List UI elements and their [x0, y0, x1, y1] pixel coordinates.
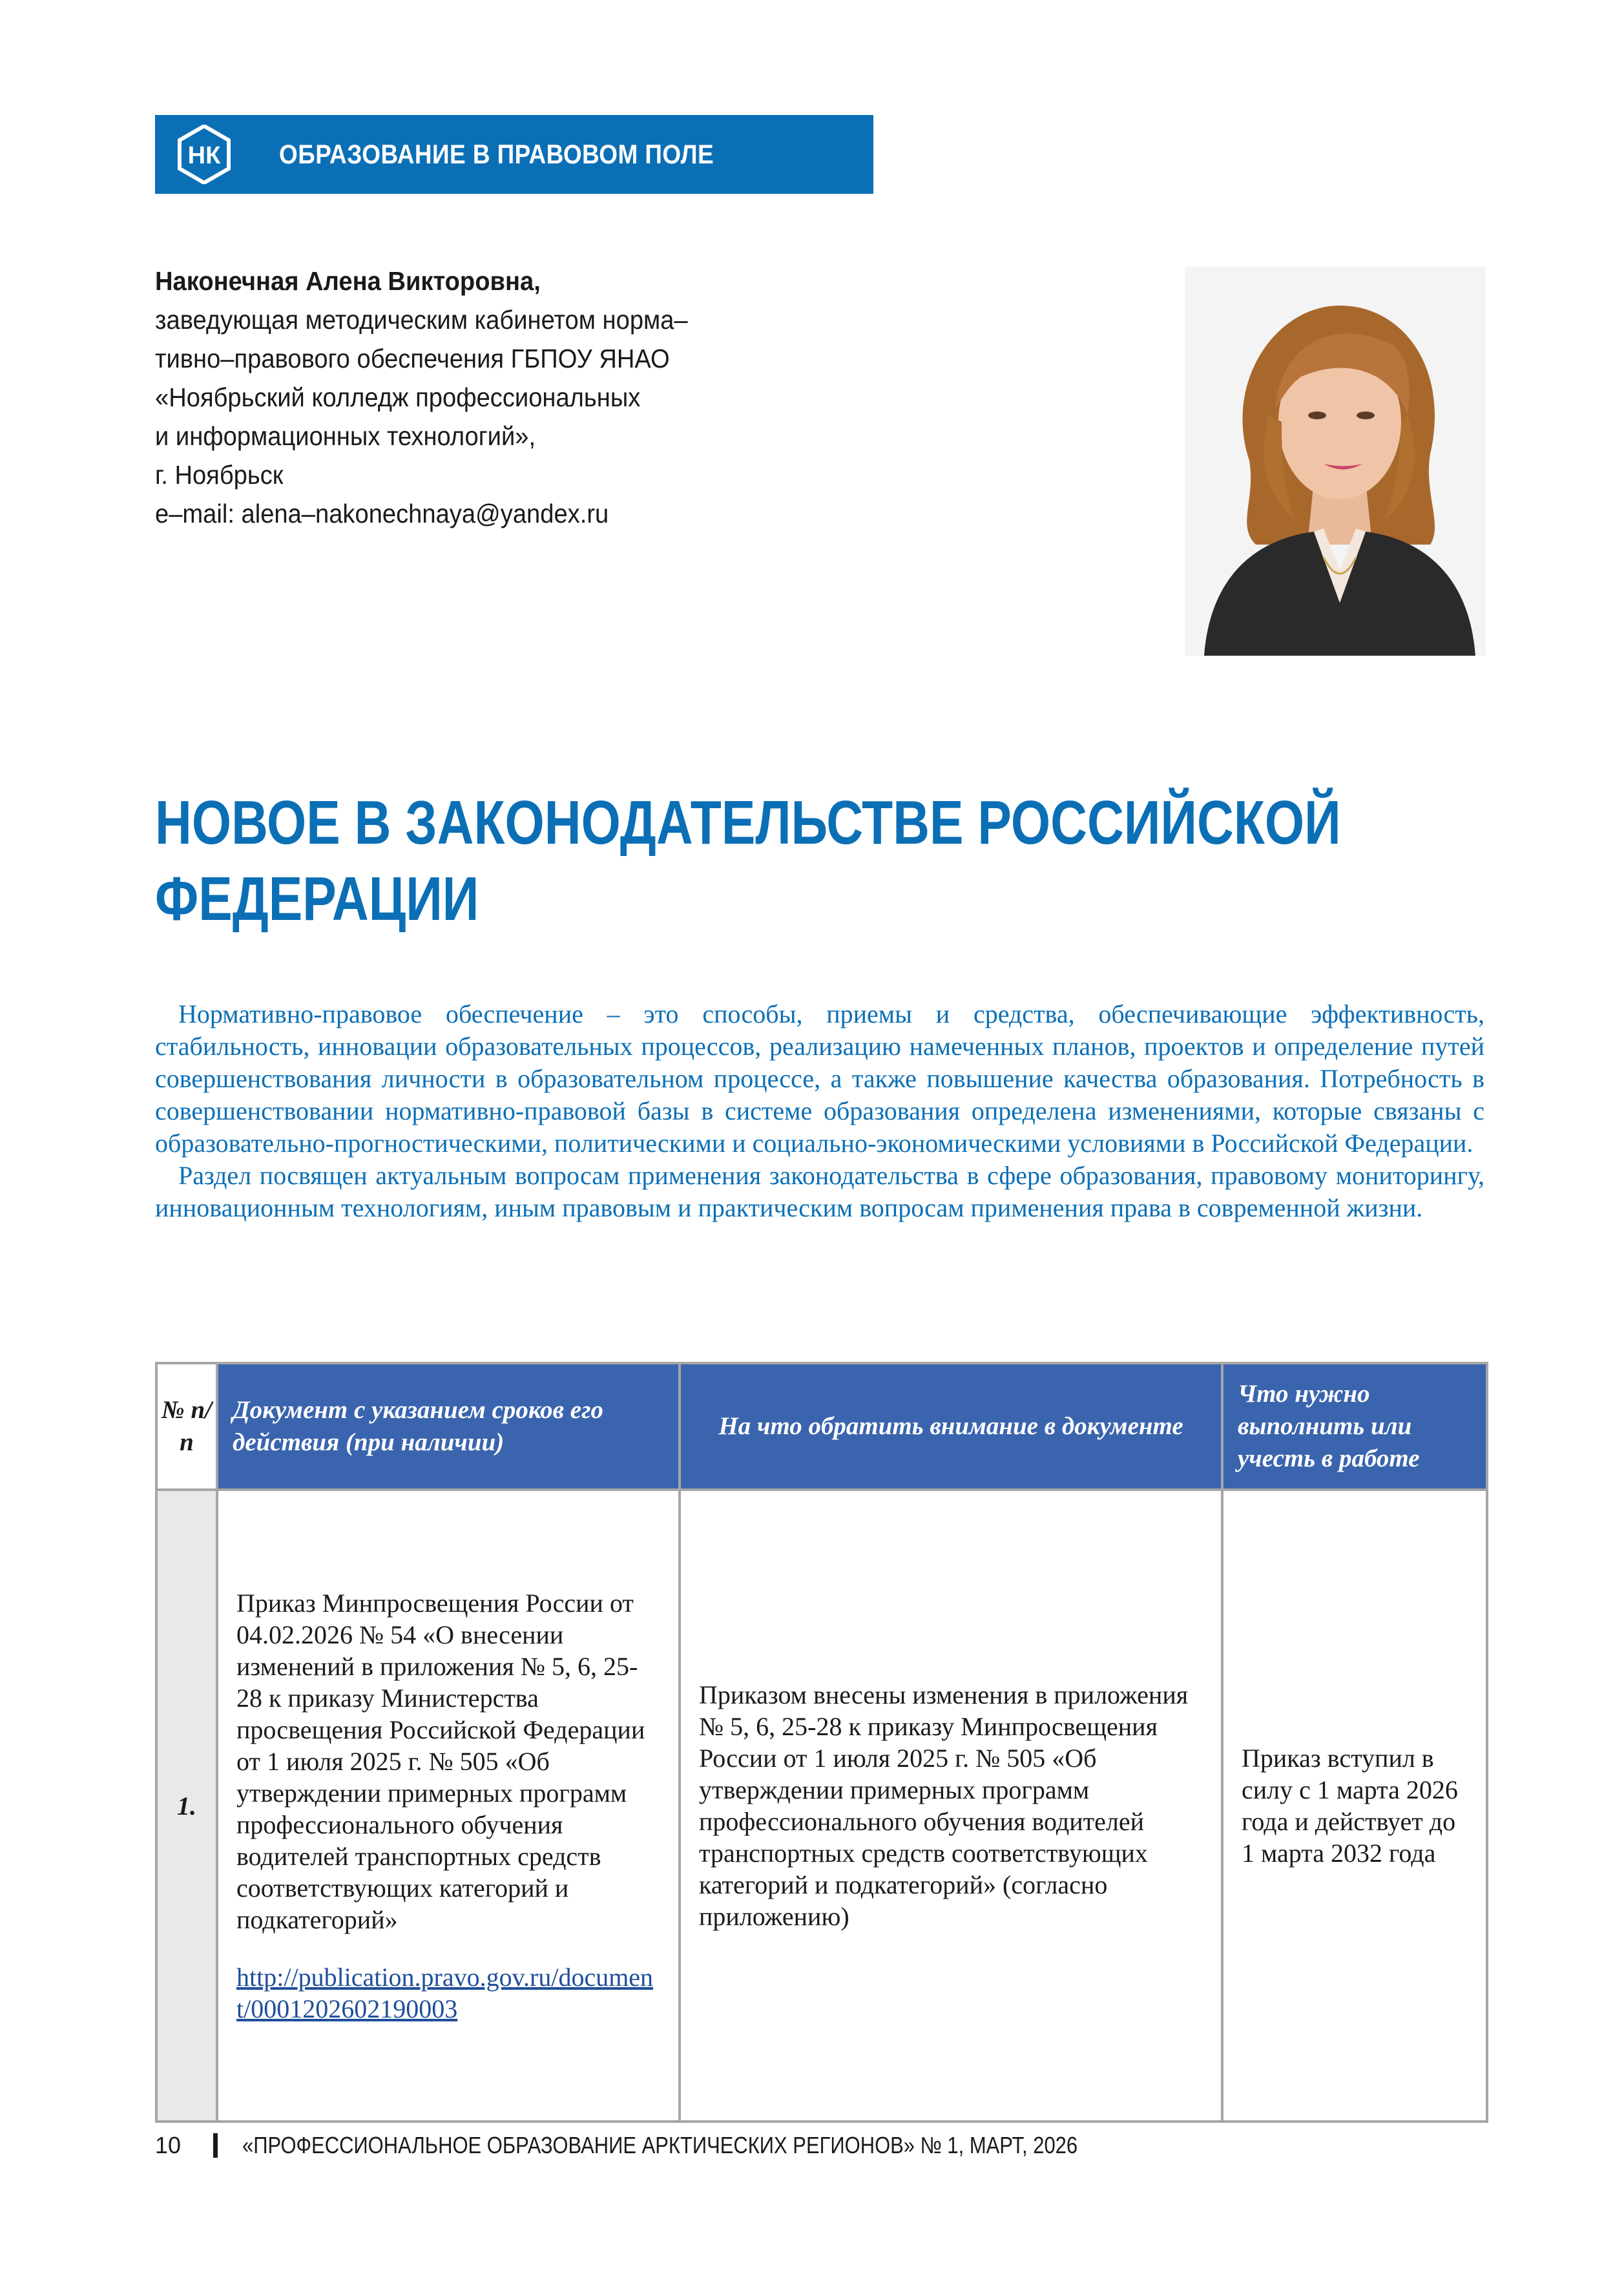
row-document-cell: [217, 1490, 680, 2122]
article-title: [155, 785, 1512, 937]
footer-divider: [213, 2133, 218, 2158]
row-document: Приказ Минпросвещения России от 04.02.2026 № 54 «О внесении изменений в приложения № 5, 6, 25-28 к приказу Министерства просвещения Российской Федерации от 1 июля 2025 г. № 505 «Об утверждении примерных программ профессионального обучения водителей транспортных средств соответствующих категорий и подкатегорий»: [236, 1588, 645, 1934]
author-email: e–mail: alena–nakonechnaya@yandex.ru: [155, 499, 609, 528]
table-header-row: [156, 1363, 1487, 1490]
section-title: ОБРАЗОВАНИЕ В ПРАВОВОМ ПОЛЕ: [279, 139, 714, 169]
row-todo: Приказ вступил в силу с 1 марта 2026 года и действует до 1 марта 2032 года: [1222, 1490, 1487, 2122]
header-num: № п/п: [156, 1363, 217, 1490]
article-title-line: НОВОЕ В ЗАКОНОДАТЕЛЬСТВЕ РОССИЙСКОЙ: [155, 788, 1341, 857]
journal-name: «ПРОФЕССИОНАЛЬНОЕ ОБРАЗОВАНИЕ АРКТИЧЕСКИХ РЕГИОНОВ» № 1, МАРТ, 2026: [242, 2132, 1078, 2158]
author-position: тивно–правового обеспечения ГБПОУ ЯНАО: [155, 344, 670, 373]
author-organization: и информационных технологий»,: [155, 421, 536, 451]
svg-text:НК: НК: [187, 142, 221, 169]
article-intro: [155, 998, 1484, 1224]
row-number: 1.: [156, 1490, 217, 2122]
author-organization: «Ноябрьский колледж профессиональных: [155, 382, 641, 412]
section-header-bar: [155, 115, 873, 194]
page-footer: [155, 2132, 1486, 2159]
header-document: Документ с указанием сроков его действия (при наличии): [217, 1363, 680, 1490]
document-link[interactable]: http://publication.pravo.gov.ru/document/0001202602190003: [236, 1962, 654, 2023]
author-block: [155, 262, 833, 533]
author-portrait: [1185, 267, 1486, 656]
documents-table: [155, 1362, 1488, 2123]
header-todo: Что нужно выполнить или учесть в работе: [1222, 1363, 1487, 1490]
article-title-line: ФЕДЕРАЦИИ: [155, 864, 479, 934]
author-name: Наконечная Алена Викторовна,: [155, 266, 541, 296]
intro-paragraph: Раздел посвящен актуальным вопросам применения законодательства в сфере образования, правовому мониторингу, инновационным технологиям, иным правовым и практическим вопросам применения права в современной жизни.: [155, 1161, 1484, 1222]
header-attention: На что обратить внимание в документе: [680, 1363, 1222, 1490]
table-row: [156, 1490, 1487, 2122]
intro-paragraph: Нормативно-правовое обеспечение – это способы, приемы и средства, обеспечивающие эффективность, стабильность, инновации образовательных процессов, реализацию намеченных планов, проектов и определение путей совершенствования личности в образовательном процессе, а также повышение качества образования. Потребность в совершенствовании нормативно-правовой базы в системе образования определена изменениями, которые связаны с образовательно-прогностическими, политическими и социально-экономическими условиями в Российской Федерации.: [155, 999, 1484, 1158]
author-position: заведующая методическим кабинетом норма–: [155, 305, 688, 335]
author-city: г. Ноябрьск: [155, 460, 284, 490]
row-attention: Приказом внесены изменения в приложения № 5, 6, 25-28 к приказу Минпросвещения России от 1 июля 2025 г. № 505 «Об утверждении примерных программ профессионального обучения водителей транспортных средств соответствующих категорий и подкатегорий» (согласно приложению): [680, 1490, 1222, 2122]
page-number: 10: [155, 2132, 182, 2158]
nk-logo-icon: [174, 123, 234, 185]
